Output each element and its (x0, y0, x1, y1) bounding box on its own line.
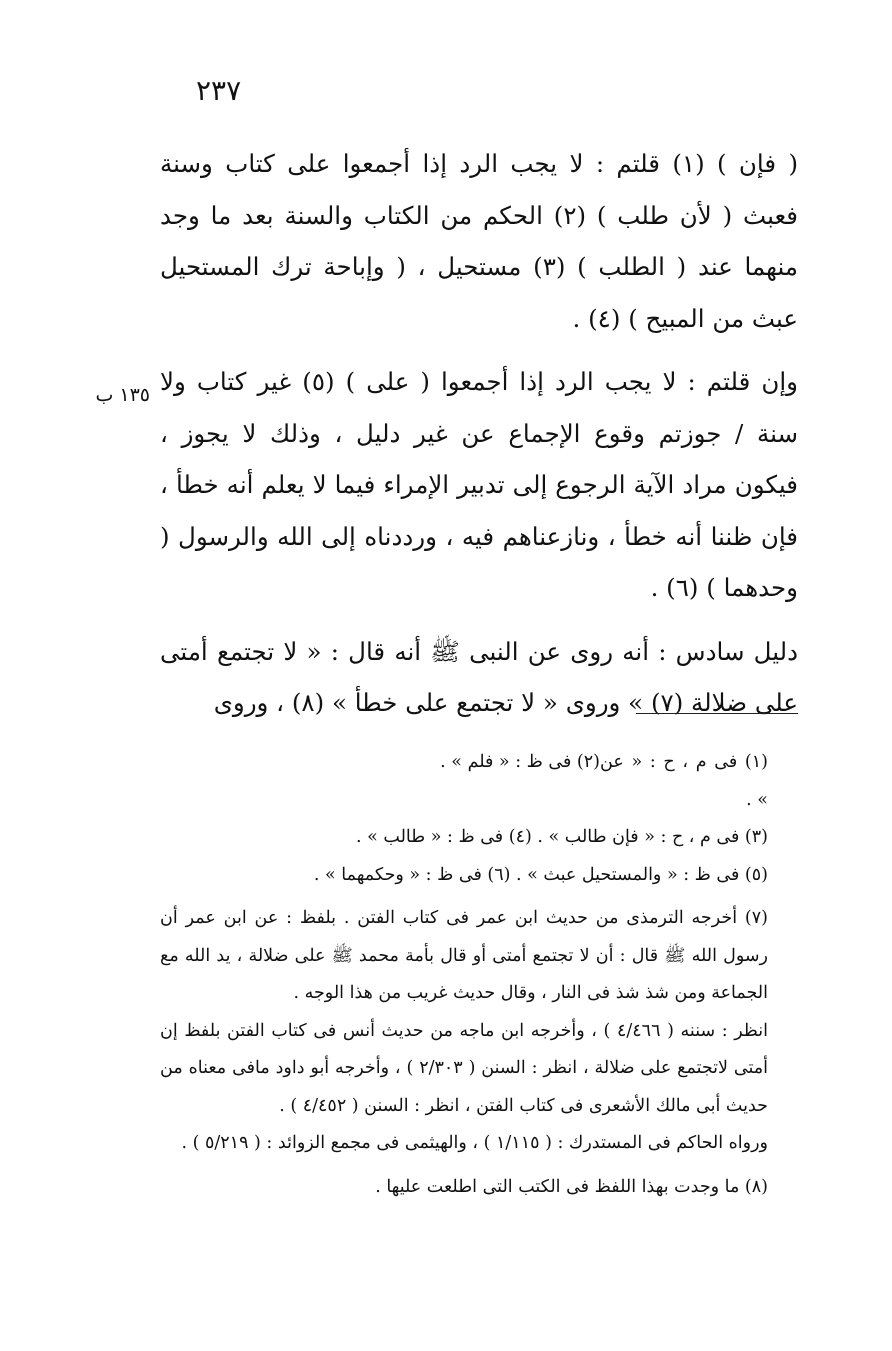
footnote-separator (636, 713, 798, 714)
footnote-7: (٧) أخرجه الترمذى من حديث ابن عمر فى كتاب الفتن . بلفظ : عن ابن عمر أن رسول الله ﷺ قال : أن لا تجتمع أمتى أو قال بأمة محمد ﷺ على ضلالة ، يد الله مع الجماعة ومن شذ شذ فى النار ، وقال حديث غريب من هذا الوجه . (160, 908, 768, 1003)
footnote-1: (١) فى م ، ح : « عن » . (600, 752, 768, 810)
paragraph-2: وإن قلتم : لا يجب الرد إذا أجمعوا ( على ) (٥) غير كتاب ولا سنة / جوزتم وقوع الإجماع عن غير دليل ، وذلك لا يجوز ، فيكون مراد الآية الرجوع إلى تدبير الإمراء فيما لا يعلم أنه خطأ ، فإن ظننا أنه خطأ ، ونازعناهم فيه ، ورددناه إلى الله والرسول ( وحدهما ) (٦) . (160, 367, 798, 602)
footnote-8: (٨) ما وجدت بهذا اللفظ فى الكتب التى اطلعت عليها . (375, 1176, 768, 1197)
paragraph-1: ( فإن ) (١) قلتم : لا يجب الرد إذا أجمعوا على كتاب وسنة فعبث ( لأن طلب ) (٢) الحكم من الكتاب والسنة بعد ما وجد منهما عند ( الطلب ) (٣) مستحيل ، ( وإباحة ترك المستحيل عبث من المبيح ) (٤) . (160, 149, 798, 333)
footnote-2: (٢) فى ظ : « فلم » . (440, 752, 600, 772)
footnote-3-4: (٣) فى م ، ح : « فإن طالب » . (٤) فى ظ : « طالب » . (356, 827, 768, 847)
footnotes (160, 744, 798, 1206)
paragraph-3: دليل سادس : أنه روى عن النبى ﷺ أنه قال : « لا تجتمع أمتى على ضلالة (٧) » وروى « لا تجتمع على خطأ » (٨) ، وروى (160, 636, 798, 717)
footnote-7-more-sources: ورواه الحاكم فى المستدرك : ( ١/١١٥ ) ، والهيثمى فى مجمع الزوائد : ( ٥/٢١٩ ) . (181, 1133, 768, 1153)
footnote-5-6: (٥) فى ظ : « والمستحيل عبث » . (٦) فى ظ : « وحكمهما » . (313, 864, 768, 885)
page-number: ٢٣٧ (196, 74, 242, 107)
main-text (160, 138, 798, 729)
folio-margin-note: ١٣٥ ب (95, 384, 150, 406)
footnote-row-1-2 (160, 744, 798, 819)
footnote-7-sources: انظر : سننه ( ٤/٤٦٦ ) ، وأخرجه ابن ماجه من حديث أنس فى كتاب الفتن بلفظ إن أمتى لاتجتمع على ضلالة ، انظر : السنن ( ٢/٣٠٣ ) ، وأخرجه أبو داود مافى معناه من حديث أبى مالك الأشعرى فى كتاب الفتن ، انظر : السنن ( ٤/٤٥٢ ) . (160, 1020, 768, 1116)
